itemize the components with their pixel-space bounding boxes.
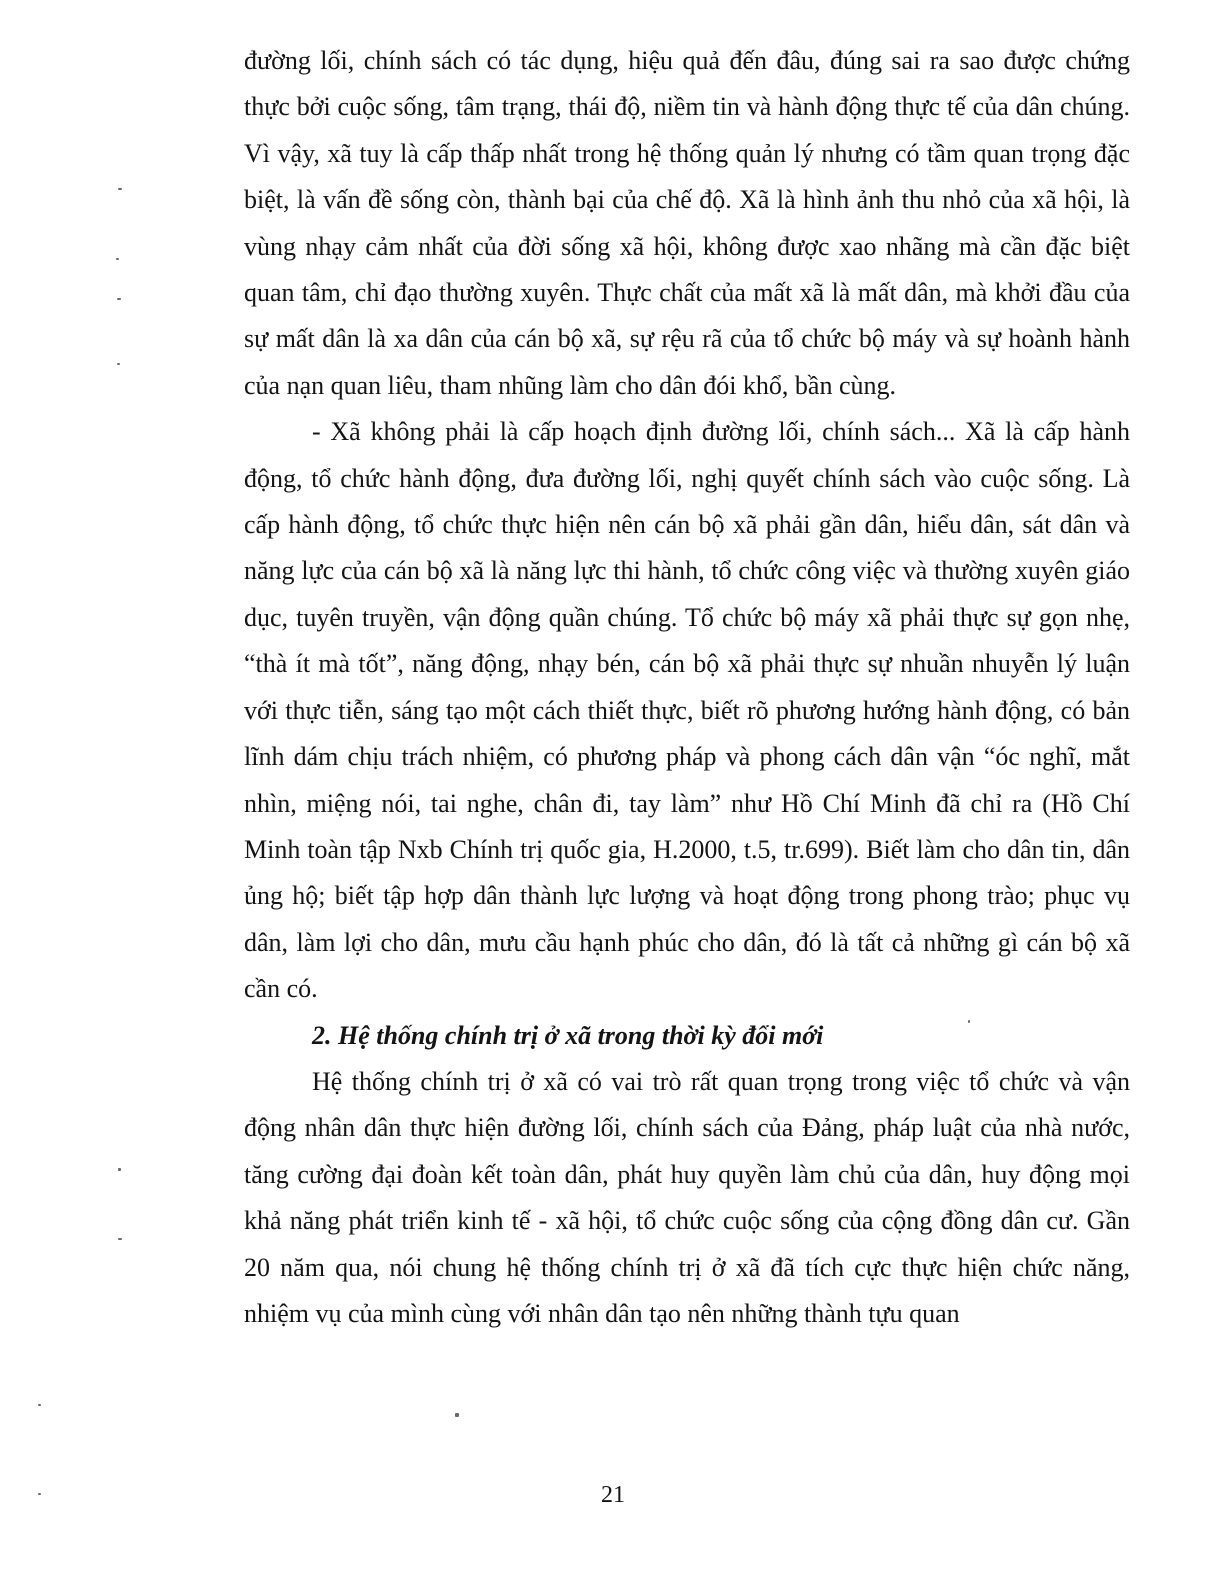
- paragraph-1: đường lối, chính sách có tác dụng, hiệu quả đến đâu, đúng sai ra sao được chứng thực bởi cuộc sống, tâm trạng, thái độ, niềm tin và hành động thực tế của dân chúng. Vì vậy, xã tuy là cấp thấp nhất trong hệ thống quản lý nhưng có tầm quan trọng đặc biệt, là vấn đề sống còn, thành bại của chế độ. Xã là hình ảnh thu nhỏ của xã hội, là vùng nhạy cảm nhất của đời sống xã hội, không được xao nhãng mà cần đặc biệt quan tâm, chỉ đạo thường xuyên. Thực chất của mất xã là mất dân, mà khởi đầu của sự mất dân là xa dân của cán bộ xã, sự rệu rã của tổ chức bộ máy và sự hoành hành của nạn quan liêu, tham nhũng làm cho dân đói khổ, bần cùng.: [244, 46, 1130, 400]
- scan-speck: [116, 258, 119, 260]
- scan-speck: [118, 1238, 122, 1240]
- paragraph-3: Hệ thống chính trị ở xã có vai trò rất quan trọng trong việc tổ chức và vận động nhân dân thực hiện đường lối, chính sách của Đảng, pháp luật của nhà nước, tăng cường đại đoàn kết toàn dân, phát huy quyền làm chủ của dân, huy động mọi khả năng phát triển kinh tế - xã hội, tổ chức cuộc sống của cộng đồng dân cư. Gần 20 năm qua, nói chung hệ thống chính trị ở xã đã tích cực thực hiện chức năng, nhiệm vụ của mình cùng với nhân dân tạo nên những thành tựu quan: [244, 1066, 1130, 1328]
- paragraph-2: - Xã không phải là cấp hoạch định đường lối, chính sách... Xã là cấp hành động, tổ chức hành động, đưa đường lối, nghị quyết chính sách vào cuộc sống. Là cấp hành động, tổ chức thực hiện nên cán bộ xã phải gần dân, hiểu dân, sát dân và năng lực của cán bộ xã là năng lực thi hành, tổ chức công việc và thường xuyên giáo dục, tuyên truyền, vận động quần chúng. Tổ chức bộ máy xã phải thực sự gọn nhẹ, “thà ít mà tốt”, năng động, nhạy bén, cán bộ xã phải thực sự nhuần nhuyễn lý luận với thực tiễn, sáng tạo một cách thiết thực, biết rõ phương hướng hành động, có bản lĩnh dám chịu trách nhiệm, có phương pháp và phong cách dân vận “óc nghĩ, mắt nhìn, miệng nói, tai nghe, chân đi, tay làm” như Hồ Chí Minh đã chỉ ra (Hồ Chí Minh toàn tập Nxb Chính trị quốc gia, H.2000, t.5, tr.699). Biết làm cho dân tin, dân ủng hộ; biết tập hợp dân thành lực lượng và hoạt động trong phong trào; phục vụ dân, làm lợi cho dân, mưu cầu hạnh phúc cho dân, đó là tất cả những gì cán bộ xã cần có.: [244, 417, 1130, 1004]
- page-number: 21: [601, 1482, 625, 1508]
- section-heading: 2. Hệ thống chính trị ở xã trong thời kỳ đổi mới: [312, 1020, 824, 1050]
- scan-speck: [38, 1404, 41, 1406]
- document-body: [244, 38, 1130, 1337]
- scan-speck: [118, 1168, 121, 1171]
- scan-speck: [118, 188, 122, 190]
- scan-speck: [117, 363, 120, 365]
- scan-speck: [117, 298, 121, 300]
- scan-speck: [38, 1493, 41, 1495]
- scan-speck: [968, 1020, 970, 1023]
- scan-speck: [455, 1413, 459, 1417]
